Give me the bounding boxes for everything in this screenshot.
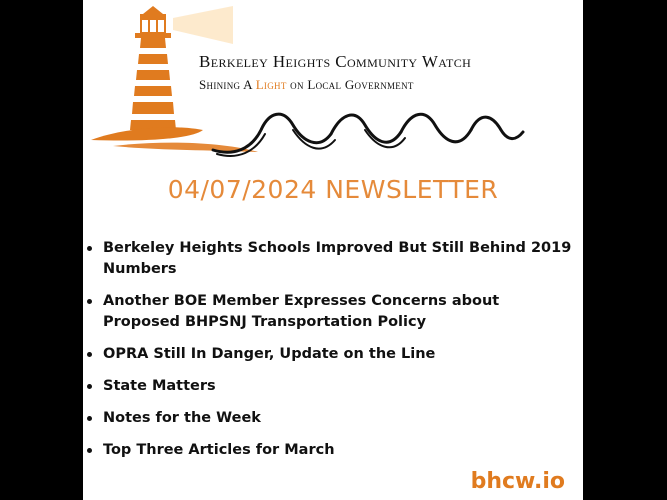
masthead-tagline	[199, 76, 471, 94]
tagline-part: on Local Government	[286, 77, 414, 92]
list-item: OPRA Still In Danger, Update on the Line	[103, 344, 573, 365]
masthead-title: Berkeley Heights Community Watch	[199, 52, 472, 71]
waves-icon	[213, 114, 523, 156]
list-item: Another BOE Member Expresses Concerns about Proposed BHPSNJ Transportation Policy	[103, 291, 573, 333]
site-url: bhcw.io	[470, 469, 565, 494]
newsletter-headline: 04/07/2024 NEWSLETTER	[167, 175, 499, 204]
list-item: State Matters	[103, 376, 573, 397]
tagline-accent: Light	[255, 77, 287, 92]
masthead	[199, 52, 471, 94]
article-list	[83, 238, 573, 472]
newsletter-card	[83, 0, 583, 500]
list-item: Top Three Articles for March	[103, 440, 573, 461]
list-item: Notes for the Week	[103, 408, 573, 429]
list-item: Berkeley Heights Schools Improved But Still Behind 2019 Numbers	[103, 238, 573, 280]
tagline-part: Shining A	[199, 77, 256, 92]
